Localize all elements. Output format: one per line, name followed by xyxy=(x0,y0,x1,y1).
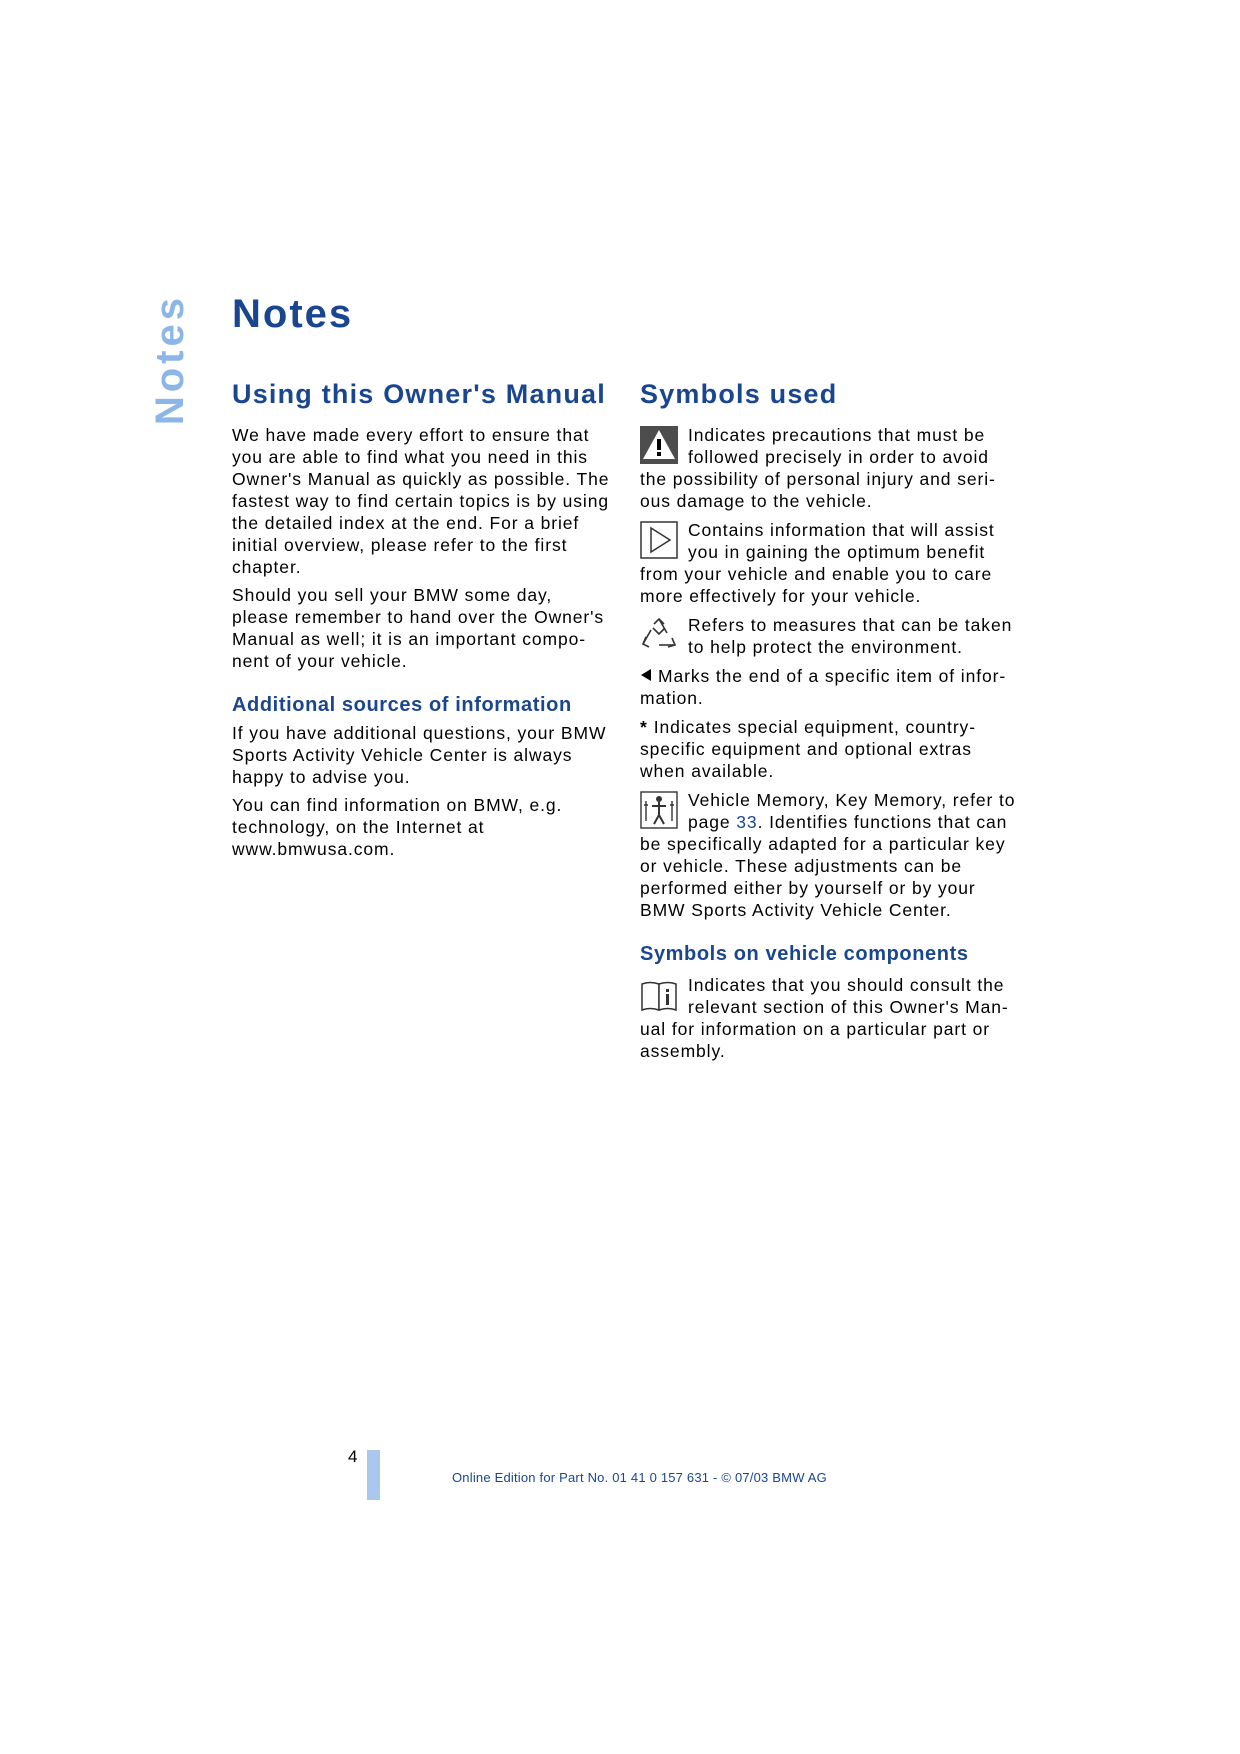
symbol-tip-item xyxy=(640,519,1020,607)
side-tab-label: Notes xyxy=(148,294,192,426)
vehicle-components-heading: Symbols on vehicle components xyxy=(640,943,969,966)
using-manual-heading: Using this Owner's Manual xyxy=(232,379,606,409)
warning-text: Indicates precautions that must be followed precisely in order to avoid the possibility of personal injury and seri-ous damage to the vehicle. xyxy=(640,425,996,512)
page-title: Notes xyxy=(232,292,354,336)
symbol-environment-item xyxy=(640,614,1020,658)
right-column xyxy=(640,378,1020,1062)
page-33-link[interactable]: 33 xyxy=(736,812,758,833)
asterisk-text: Indicates special equipment, country-specific equipment and optional extras when available. xyxy=(640,717,976,782)
asterisk-item xyxy=(640,716,1020,782)
environment-text: Refers to measures that can be taken to help protect the environment. xyxy=(688,615,1013,658)
footer-edition-note: Online Edition for Part No. 01 41 0 157 631 - © 07/03 BMW AG xyxy=(452,1470,827,1485)
page-number-bar xyxy=(367,1450,380,1500)
end-marker-item xyxy=(640,665,1020,709)
person-key-memory-icon xyxy=(640,791,678,829)
left-column xyxy=(232,378,612,860)
memory-text-before: Vehicle Memory, Key Memory, refer to page xyxy=(688,790,1016,833)
recycle-icon xyxy=(640,616,678,654)
page-number: 4 xyxy=(348,1447,358,1466)
intro-paragraph: We have made every effort to ensure that you are able to find what you need in this Owner's Manual as quickly as possible. The fastest way to find certain topics is by using the detailed index at the end. For a brief initial overview, please refer to the first chapter. xyxy=(232,425,610,578)
symbol-book-item xyxy=(640,974,1020,1062)
sell-paragraph: Should you sell your BMW some day, please remember to hand over the Owner's Manual as well; it is an important compo-nent of your vehicle. xyxy=(232,585,605,672)
internet-paragraph: You can find information on BMW, e.g. technology, on the Internet at www.bmwusa.com. xyxy=(232,795,563,860)
tip-text: Contains information that will assist you in gaining the optimum benefit from your vehicle and enable you to care more effectively for your vehicle. xyxy=(640,520,995,607)
symbol-memory-item xyxy=(640,789,1020,921)
end-marker-icon xyxy=(640,665,652,687)
play-arrow-icon xyxy=(640,521,678,559)
asterisk-icon: * xyxy=(640,717,648,738)
book-symbol-text: Indicates that you should consult the relevant section of this Owner's Man-ual for information on a particular part or assembly. xyxy=(640,975,1009,1062)
warning-triangle-icon xyxy=(640,426,678,464)
questions-paragraph: If you have additional questions, your BMW Sports Activity Vehicle Center is always happy to advise you. xyxy=(232,723,607,788)
book-info-icon xyxy=(640,976,678,1014)
symbol-warning-item xyxy=(640,424,1020,512)
memory-text-after: . Identifies functions that can be specifically adapted for a particular key or vehicle. These adjustments can be performed either by yourself or by your BMW Sports Activity Vehicle Center. xyxy=(640,812,1008,921)
additional-sources-heading: Additional sources of information xyxy=(232,694,572,717)
symbols-used-heading: Symbols used xyxy=(640,379,838,409)
end-marker-text: Marks the end of a specific item of infor-mation. xyxy=(640,666,1007,709)
